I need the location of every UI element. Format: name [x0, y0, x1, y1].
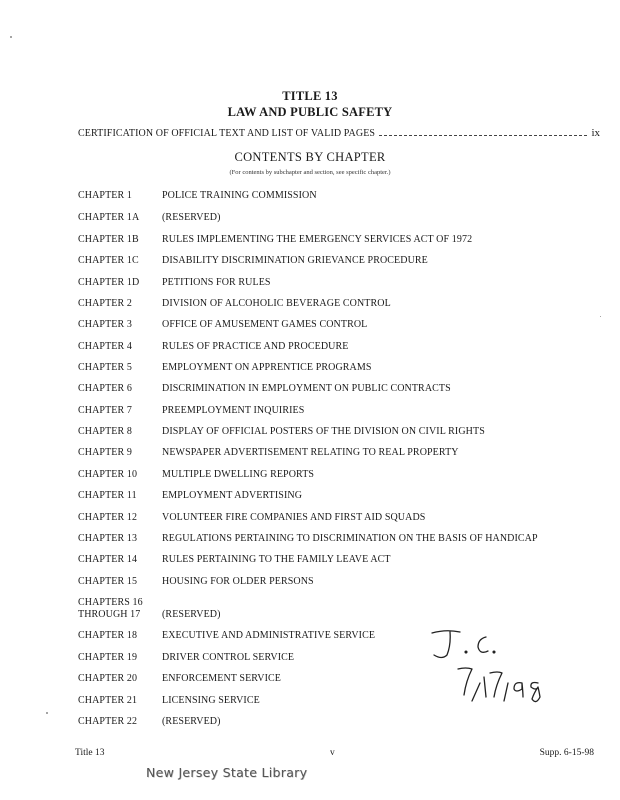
chapter-number: CHAPTER 13	[78, 533, 138, 544]
footer-page-number: v	[330, 748, 335, 758]
chapter-title: PREEMPLOYMENT INQUIRIES	[162, 405, 305, 416]
chapter-number: CHAPTER 12	[78, 512, 138, 523]
chapter-number: CHAPTER 7	[78, 405, 132, 416]
chapter-title: DIVISION OF ALCOHOLIC BEVERAGE CONTROL	[162, 298, 391, 309]
chapter-title: EXECUTIVE AND ADMINISTRATIVE SERVICE	[162, 630, 376, 641]
chapter-title: HOUSING FOR OLDER PERSONS	[162, 576, 314, 587]
chapter-number: CHAPTER 1D	[78, 277, 140, 288]
handwritten-initials-date	[420, 625, 580, 705]
footer-title: Title 13	[75, 748, 105, 758]
chapter-title: POLICE TRAINING COMMISSION	[162, 190, 317, 201]
certification-text: CERTIFICATION OF OFFICIAL TEXT AND LIST OF VALID PAGES	[78, 128, 376, 139]
chapter-number: CHAPTER 14	[78, 554, 138, 565]
chapter-number: CHAPTER 1	[78, 190, 132, 201]
chapter-title: PETITIONS FOR RULES	[162, 277, 271, 288]
chapter-title: LICENSING SERVICE	[162, 695, 260, 706]
scan-speck	[46, 712, 48, 714]
chapter-title: MULTIPLE DWELLING REPORTS	[162, 469, 315, 480]
chapter-number: CHAPTERS 16	[78, 597, 143, 608]
chapter-number-continued: THROUGH 17	[78, 609, 141, 620]
chapter-title: REGULATIONS PERTAINING TO DISCRIMINATION ON THE BASIS OF HANDICAP	[162, 533, 538, 544]
chapter-title: RULES OF PRACTICE AND PROCEDURE	[162, 341, 349, 352]
chapter-number: CHAPTER 6	[78, 383, 132, 394]
chapter-number: CHAPTER 3	[78, 319, 132, 330]
chapter-number: CHAPTER 20	[78, 673, 138, 684]
footer-supplement-date: Supp. 6-15-98	[539, 748, 594, 758]
leader-dashes	[379, 127, 587, 136]
chapter-title: DRIVER CONTROL SERVICE	[162, 652, 295, 663]
title-name: LAW AND PUBLIC SAFETY	[227, 105, 393, 119]
chapter-number: CHAPTER 4	[78, 341, 132, 352]
title-block	[0, 88, 620, 120]
chapter-number: CHAPTER 8	[78, 426, 132, 437]
chapter-title: EMPLOYMENT ON APPRENTICE PROGRAMS	[162, 362, 372, 373]
contents-title: CONTENTS BY CHAPTER	[234, 150, 386, 164]
chapter-number: CHAPTER 22	[78, 716, 138, 727]
chapter-title: (RESERVED)	[162, 716, 221, 727]
chapter-title: ENFORCEMENT SERVICE	[162, 673, 281, 684]
chapter-number: CHAPTER 5	[78, 362, 132, 373]
chapter-number: CHAPTER 9	[78, 447, 132, 458]
chapter-title: VOLUNTEER FIRE COMPANIES AND FIRST AID SQUADS	[162, 512, 426, 523]
chapter-title: (RESERVED)	[162, 609, 221, 620]
chapter-title: (RESERVED)	[162, 212, 221, 223]
chapter-title: DISPLAY OF OFFICIAL POSTERS OF THE DIVISION ON CIVIL RIGHTS	[162, 426, 485, 437]
scan-speck	[600, 316, 601, 317]
chapter-number: CHAPTER 18	[78, 630, 138, 641]
chapter-title: NEWSPAPER ADVERTISEMENT RELATING TO REAL PROPERTY	[162, 447, 459, 458]
chapter-title: RULES PERTAINING TO THE FAMILY LEAVE ACT	[162, 554, 391, 565]
chapter-title: RULES IMPLEMENTING THE EMERGENCY SERVICES ACT OF 1972	[162, 234, 473, 245]
chapter-number: CHAPTER 1C	[78, 255, 139, 266]
chapter-number: CHAPTER 1B	[78, 234, 139, 245]
chapter-number: CHAPTER 11	[78, 490, 137, 501]
chapter-number: CHAPTER 10	[78, 469, 138, 480]
chapter-number: CHAPTER 2	[78, 298, 132, 309]
title-number: TITLE 13	[282, 89, 338, 103]
chapter-title: DISCRIMINATION IN EMPLOYMENT ON PUBLIC CONTRACTS	[162, 383, 451, 394]
chapter-title: OFFICE OF AMUSEMENT GAMES CONTROL	[162, 319, 368, 330]
contents-note: (For contents by subchapter and section, see specific chapter.)	[229, 169, 391, 176]
certification-line	[78, 126, 600, 141]
certification-page: ix	[591, 127, 600, 139]
chapter-number: CHAPTER 1A	[78, 212, 140, 223]
chapter-title: EMPLOYMENT ADVERTISING	[162, 490, 303, 501]
chapter-number: CHAPTER 15	[78, 576, 138, 587]
chapter-number: CHAPTER 21	[78, 695, 138, 706]
chapter-title: DISABILITY DISCRIMINATION GRIEVANCE PROCEDURE	[162, 255, 428, 266]
library-stamp: New Jersey State Library	[146, 765, 308, 780]
scan-speck	[10, 36, 12, 38]
chapter-number: CHAPTER 19	[78, 652, 138, 663]
